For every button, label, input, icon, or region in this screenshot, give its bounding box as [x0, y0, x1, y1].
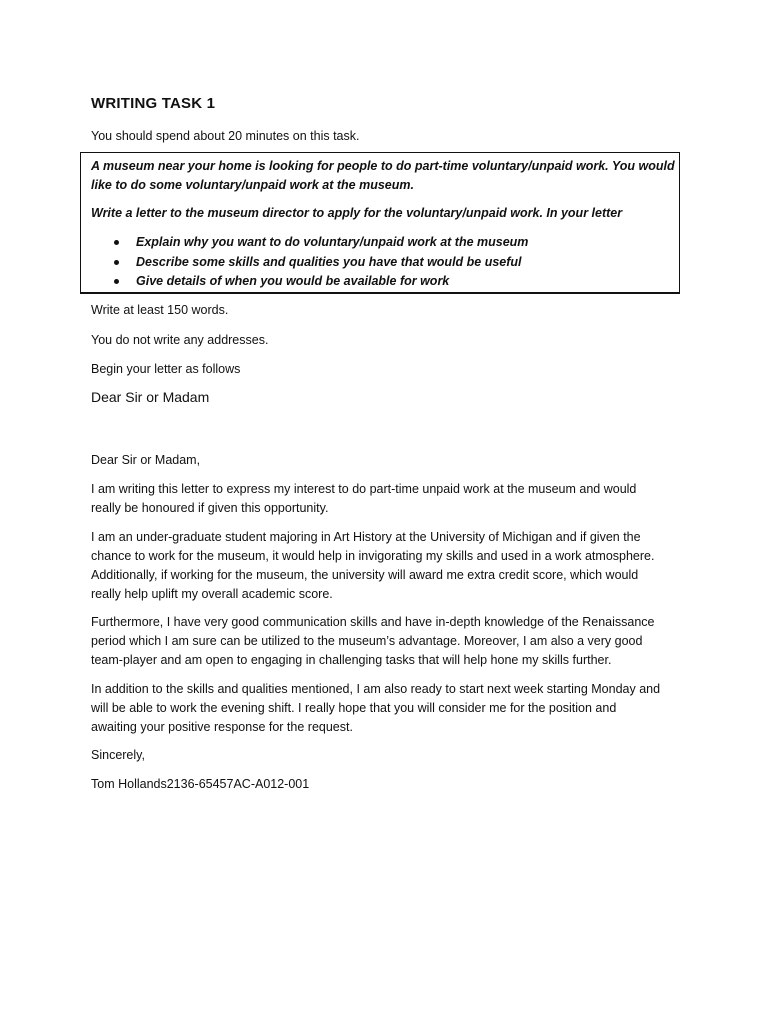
task-salutation: Dear Sir or Madam	[91, 389, 210, 405]
letter-paragraph-1: I am writing this letter to express my interest to do part-time unpaid work at the museum and would really be honoured if given this opportunity.	[91, 482, 637, 515]
letter-greeting: Dear Sir or Madam,	[91, 453, 201, 467]
letter-signature: Tom Hollands2136-65457AC-A012-001	[91, 777, 310, 791]
letter-paragraph-3: Furthermore, I have very good communication skills and have in-depth knowledge of the Renaissance period which I am sure can be utilized to the museum’s advantage. Moreover, I am also a very good team-player and am open to engaging in challenging tasks that will help hone my skills further.	[91, 615, 655, 667]
prompt-line-1: A museum near your home is looking for people to do part-time voluntary/unpaid work. You would	[91, 159, 675, 173]
bullet-dot-icon	[114, 260, 119, 265]
word-count-note: Write at least 150 words.	[91, 303, 229, 317]
task-title: WRITING TASK 1	[91, 95, 216, 112]
bullet-dot-icon	[114, 240, 119, 245]
addresses-note: You do not write any addresses.	[91, 333, 269, 347]
letter-paragraph-2: I am an under-graduate student majoring in Art History at the University of Michigan and if given the chance to work for the museum, it would help in invigorating my skills and used in a work atmosphere. Additionally, if working for the museum, the university will award me extra credit score, which would really help uplift my overall academic score.	[91, 530, 655, 601]
time-note: You should spend about 20 minutes on this task.	[91, 129, 360, 143]
task-prompt-box: A museum near your home is looking for people to do part-time voluntary/unpaid work. You would like to do some voluntary/unpaid work at the museum. Write a letter to the museum director to apply for the voluntary/unpaid work. In your letter Explain why you want to do voluntary/unpaid work at the museum Describe some skills and qualities you have that would be useful Give details of when you would be available for work	[80, 152, 680, 294]
bullet-dot-icon	[114, 279, 119, 284]
prompt-line-2: like to do some voluntary/unpaid work at the museum.	[91, 178, 414, 192]
letter-paragraph-4: In addition to the skills and qualities mentioned, I am also ready to start next week starting Monday and will be able to work the evening shift. I really hope that you will consider me for the position and awaiting your positive response for the request.	[91, 682, 661, 734]
letter-closing: Sincerely,	[91, 748, 145, 762]
begin-note: Begin your letter as follows	[91, 362, 241, 376]
prompt-instruction: Write a letter to the museum director to apply for the voluntary/unpaid work. In your letter	[91, 206, 623, 220]
